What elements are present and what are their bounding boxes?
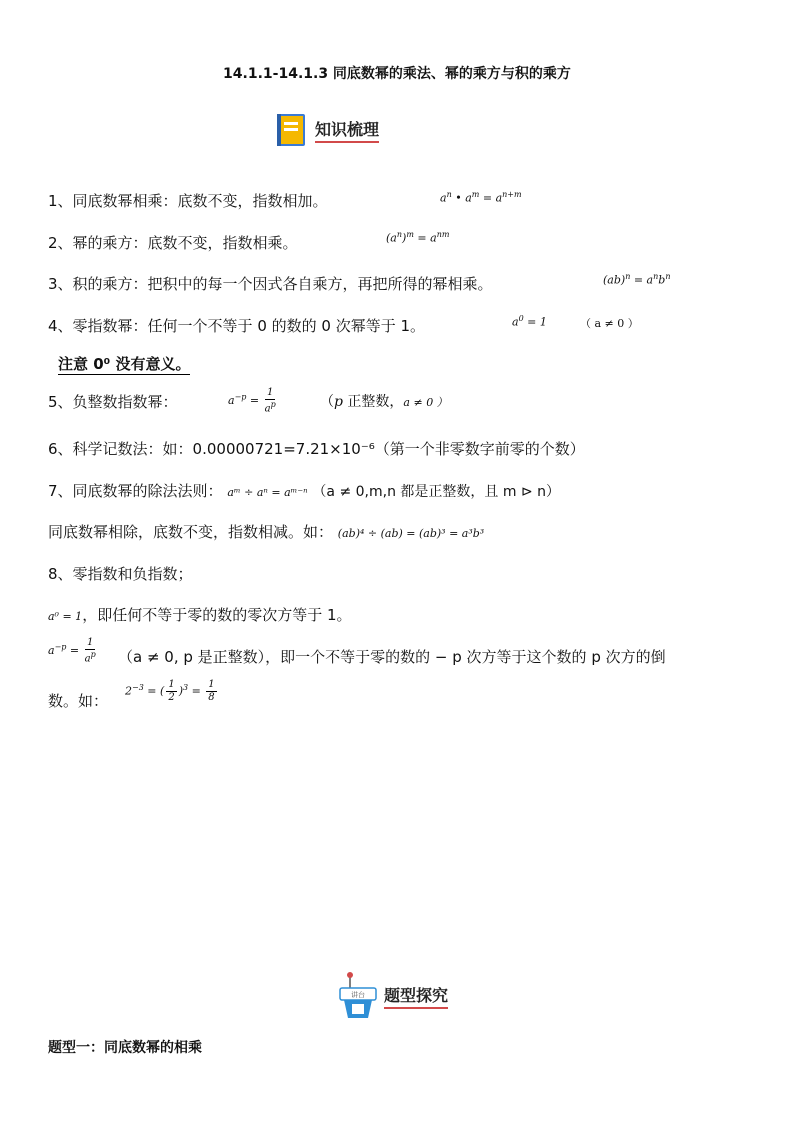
item-2 xyxy=(48,232,298,253)
formula-4: $a^0 = 1$ xyxy=(512,314,547,329)
svg-text:讲台: 讲台 xyxy=(351,991,365,999)
item-8c-text: 数。如： xyxy=(48,692,109,710)
formula-1: $a^n$ • $a^m = a^{n+m}$ xyxy=(440,190,522,205)
item-8a-formula: a⁰ = 1 xyxy=(48,610,83,623)
formula-8b: $a^{-p}$ = $\frac{1}{a^p}$ xyxy=(48,637,96,665)
item-7-rule: aᵐ ÷ aⁿ = aᵐ⁻ⁿ xyxy=(227,486,308,499)
note-zero-power xyxy=(58,353,190,374)
banner-question-types xyxy=(338,970,448,1022)
item-5 xyxy=(48,391,178,412)
formula-8c: $2^{-3}$ = ( $\frac{1}{2}$ )$^3$ = $\frac{1}{8}$ xyxy=(125,679,215,703)
banner-question-types-label: 题型探究 xyxy=(384,983,448,1009)
item-8b-text: （a ≠ 0, p 是正整数），即一个不等于零的数的 − p 次方等于这个数的 p 次方的倒 xyxy=(118,648,666,666)
item-8 xyxy=(48,563,193,584)
item-6-text: 6、科学记数法：如：0.00000721=7.21×10⁻⁶（第一个非零数字前零的个数） xyxy=(48,440,585,458)
item-4-text: 4、零指数幂：任何一个不等于 0 的数的 0 次幂等于 1。 xyxy=(48,317,426,335)
podium-icon xyxy=(338,970,378,1022)
item-4-condition: （ a ≠ 0 ） xyxy=(580,317,639,330)
formula-3: $(ab)^n = a^nb^n$ xyxy=(603,272,671,287)
banner-knowledge xyxy=(275,112,379,148)
banner-knowledge-label: 知识梳理 xyxy=(315,117,379,143)
formula-2: $(a^n)^m = a^{nm}$ xyxy=(386,230,450,245)
item-7b-text: 同底数幂相除，底数不变，指数相减。如： xyxy=(48,523,334,541)
item-3-text: 3、积的乘方：把积中的每一个因式各自乘方，再把所得的幂相乘。 xyxy=(48,275,493,293)
page-title: 14.1.1-14.1.3 同底数幂的乘法、幂的乘方与积的乘方 xyxy=(223,66,571,82)
item-7-text: 7、同底数幂的除法法则： xyxy=(48,482,223,500)
section-heading-1: 题型一：同底数幂的相乘 xyxy=(48,1040,202,1056)
item-3 xyxy=(48,273,493,294)
item-7b xyxy=(48,521,484,542)
item-8b xyxy=(118,646,666,667)
item-2-text: 2、幂的乘方：底数不变，指数相乘。 xyxy=(48,234,298,252)
item-8-text: 8、零指数和负指数； xyxy=(48,565,193,583)
item-1-text: 1、同底数幂相乘：底数不变，指数相加。 xyxy=(48,192,328,210)
item-7-condition: （a ≠ 0,m,n 都是正整数，且 m ⊳ n） xyxy=(312,484,560,500)
item-8c xyxy=(48,690,108,711)
item-1 xyxy=(48,190,328,211)
item-7 xyxy=(48,480,560,501)
note-text: 注意 0⁰ 没有意义。 xyxy=(58,355,191,373)
item-7b-example: (ab)⁴ ÷ (ab) = (ab)³ = a³b³ xyxy=(337,527,485,540)
book-icon xyxy=(275,112,309,148)
item-4 xyxy=(48,315,425,336)
item-6 xyxy=(48,438,585,459)
item-8a-text: ，即任何不等于零的数的零次方等于 1。 xyxy=(82,606,352,624)
item-5-condition: （p 正整数，a ≠ 0 ） xyxy=(320,394,448,410)
item-8a xyxy=(48,604,352,625)
item-5-text: 5、负整数指数幂： xyxy=(48,393,178,411)
formula-5: $a^{-p}$ = $\frac{1}{a^p}$ xyxy=(228,387,276,415)
